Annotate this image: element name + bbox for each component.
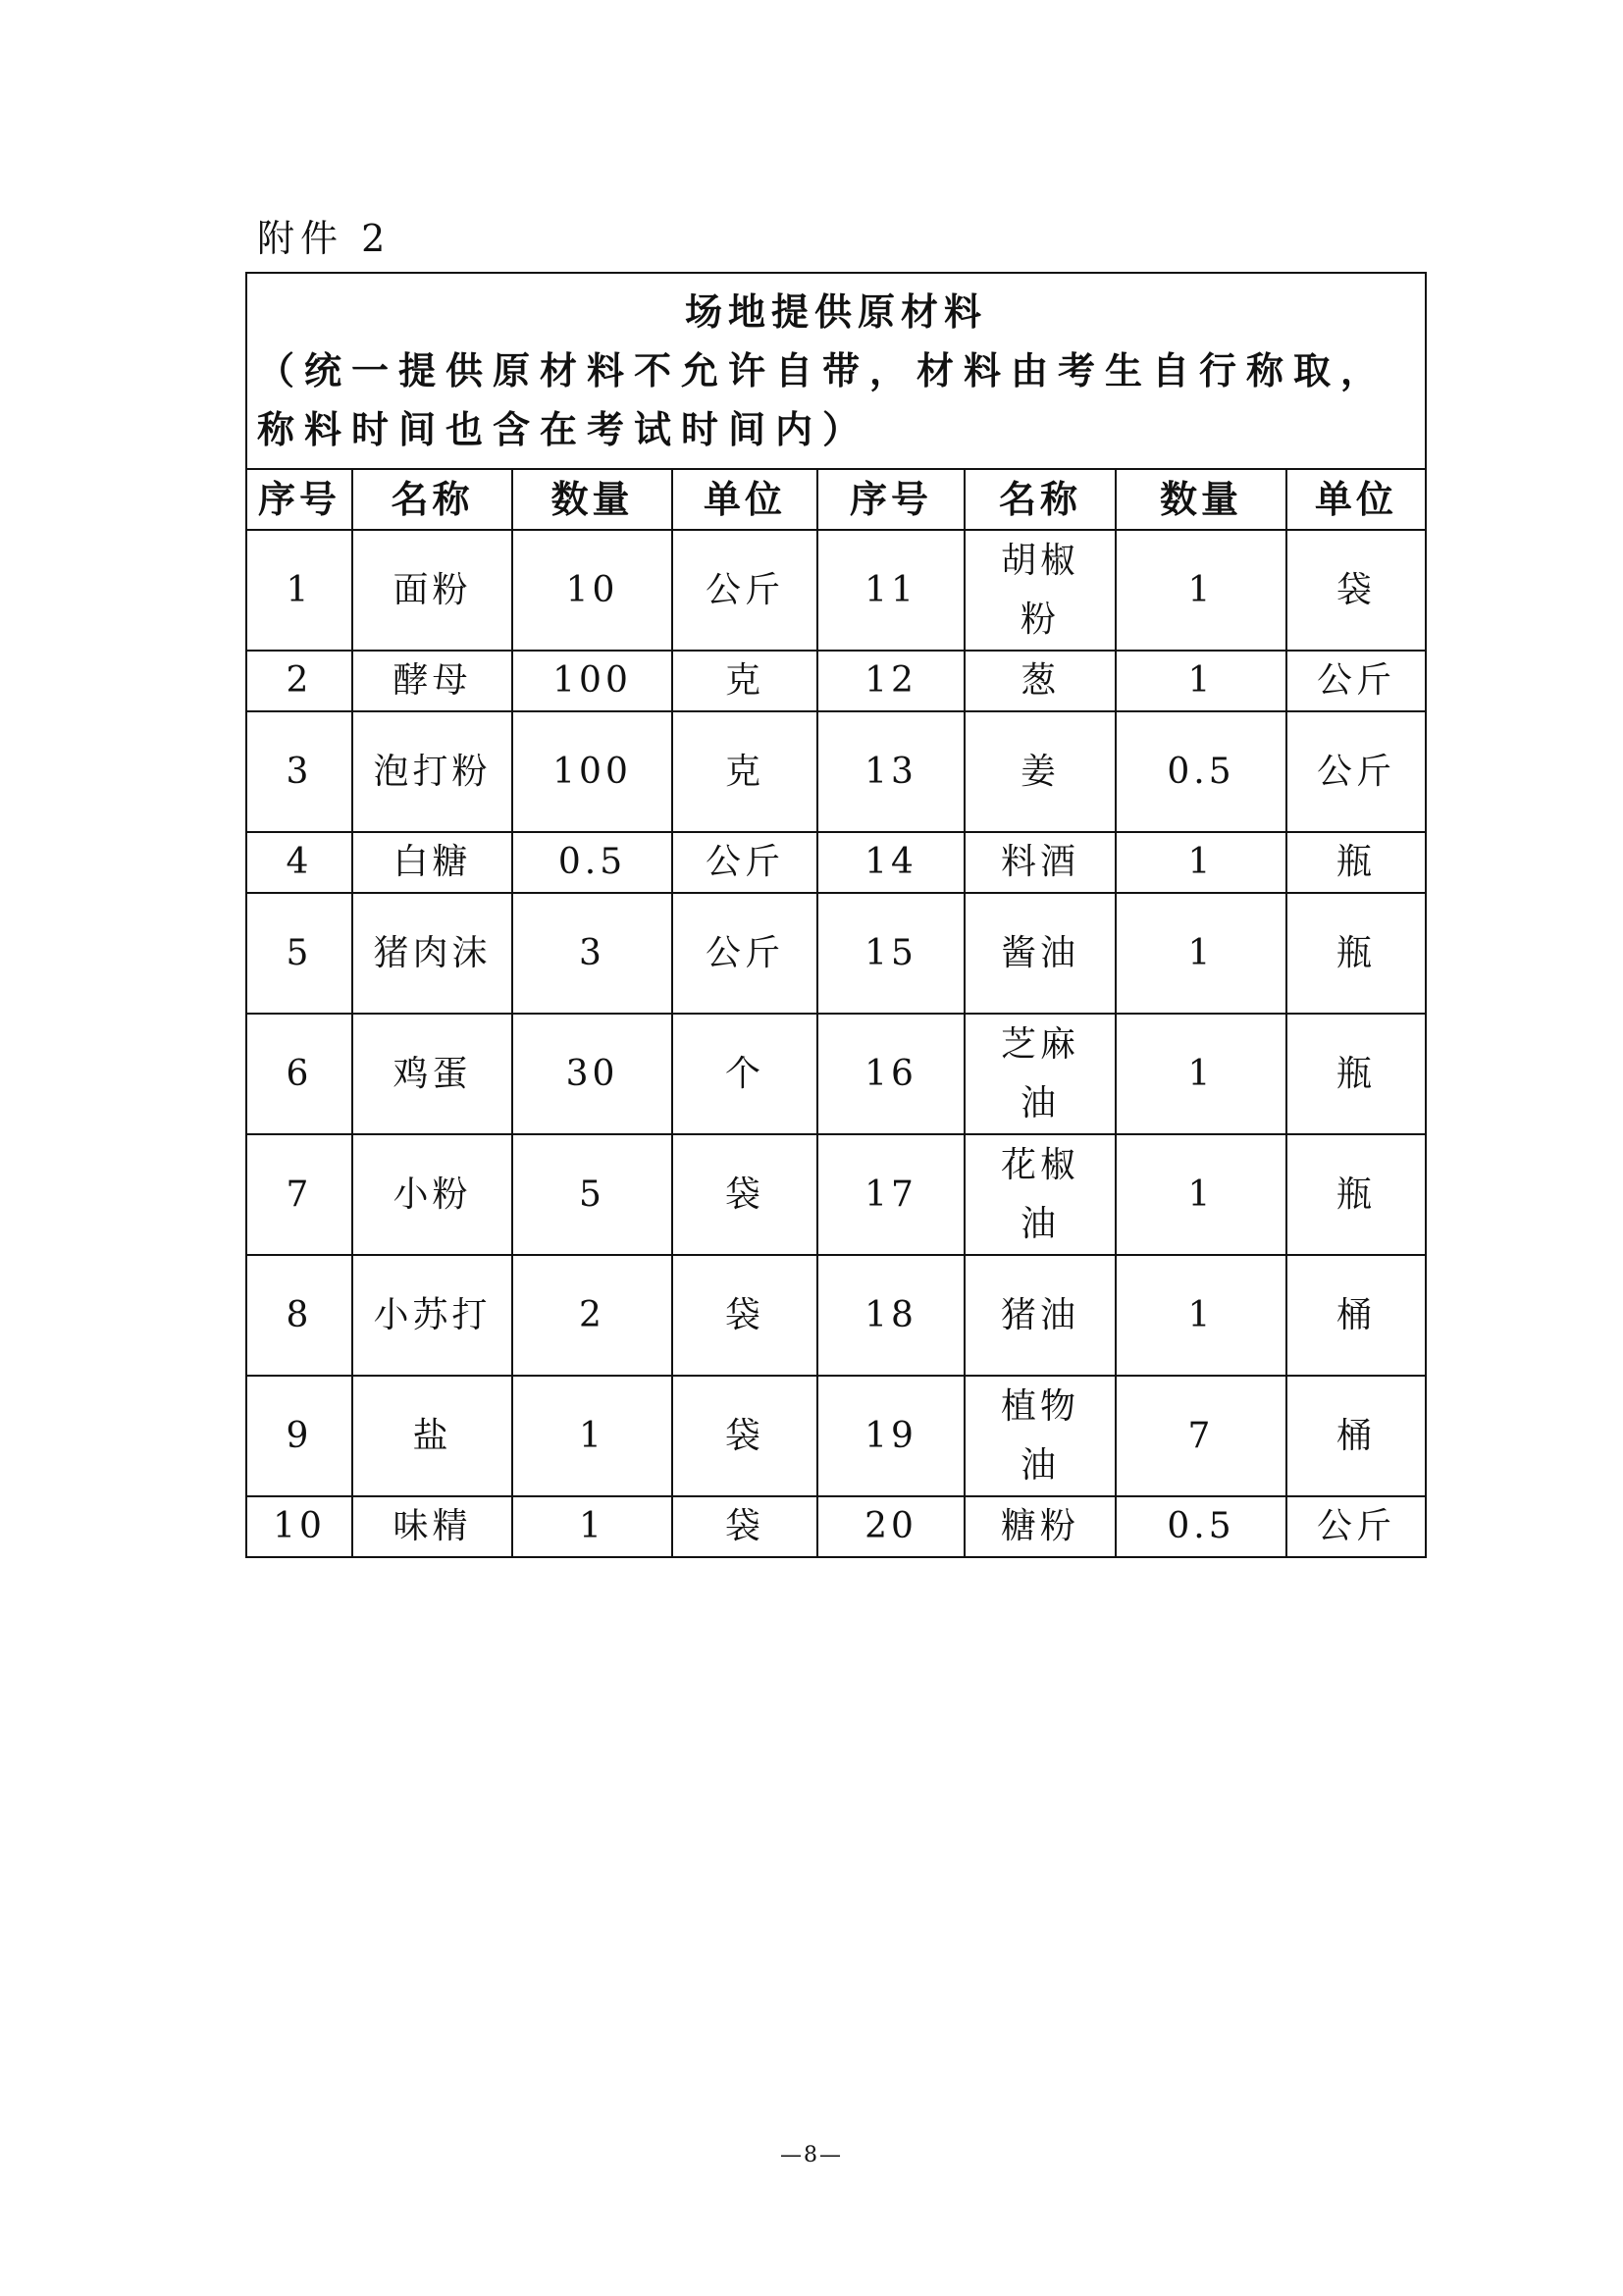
row-no: 14 [817, 832, 965, 893]
header-unit-left: 单位 [672, 469, 817, 530]
row-name: 料酒 [965, 832, 1116, 893]
table-note: （统一提供原材料不允许自带，材料由考生自行称取，称料时间也含在考试时间内） [257, 348, 1388, 451]
row-name: 芝麻油 [965, 1014, 1116, 1134]
header-qty-left: 数量 [512, 469, 672, 530]
row-name: 花椒油 [965, 1134, 1116, 1255]
row-qty: 1 [1116, 1014, 1286, 1134]
row-no: 6 [246, 1014, 352, 1134]
row-no: 13 [817, 711, 965, 832]
row-no: 8 [246, 1255, 352, 1376]
row-qty: 1 [512, 1496, 672, 1557]
row-name: 糖粉 [965, 1496, 1116, 1557]
row-no: 15 [817, 893, 965, 1014]
row-qty: 2 [512, 1255, 672, 1376]
row-name: 味精 [352, 1496, 512, 1557]
row-unit: 公斤 [1286, 651, 1426, 711]
row-no: 7 [246, 1134, 352, 1255]
row-no: 11 [817, 530, 965, 651]
attachment-label: 附件 2 [257, 217, 392, 260]
title-cell [246, 273, 1426, 469]
row-unit: 公斤 [1286, 1496, 1426, 1557]
row-name: 猪肉沫 [352, 893, 512, 1014]
table-row [246, 893, 1426, 1014]
table-title: 场地提供原材料 [685, 289, 988, 334]
row-name: 白糖 [352, 832, 512, 893]
title-row [246, 273, 1426, 469]
row-no: 17 [817, 1134, 965, 1255]
row-name: 猪油 [965, 1255, 1116, 1376]
row-qty: 100 [512, 651, 672, 711]
row-unit: 桶 [1286, 1376, 1426, 1496]
row-qty: 5 [512, 1134, 672, 1255]
row-name: 酱油 [965, 893, 1116, 1014]
row-no: 18 [817, 1255, 965, 1376]
header-unit-right: 单位 [1286, 469, 1426, 530]
row-name: 酵母 [352, 651, 512, 711]
row-name: 植物油 [965, 1376, 1116, 1496]
row-unit: 个 [672, 1014, 817, 1134]
row-qty: 1 [1116, 832, 1286, 893]
materials-table [245, 272, 1427, 1558]
table-row [246, 711, 1426, 832]
row-no: 19 [817, 1376, 965, 1496]
row-no: 1 [246, 530, 352, 651]
header-name-right: 名称 [965, 469, 1116, 530]
header-no-right: 序号 [817, 469, 965, 530]
row-name: 面粉 [352, 530, 512, 651]
row-unit: 公斤 [672, 893, 817, 1014]
header-name-left: 名称 [352, 469, 512, 530]
row-unit: 袋 [672, 1255, 817, 1376]
table-row [246, 530, 1426, 651]
row-qty: 1 [512, 1376, 672, 1496]
table-row [246, 1014, 1426, 1134]
row-unit: 袋 [672, 1134, 817, 1255]
row-name: 胡椒粉 [965, 530, 1116, 651]
row-no: 10 [246, 1496, 352, 1557]
row-no: 20 [817, 1496, 965, 1557]
row-no: 2 [246, 651, 352, 711]
row-qty: 1 [1116, 893, 1286, 1014]
row-qty: 1 [1116, 1134, 1286, 1255]
table-row [246, 651, 1426, 711]
row-no: 9 [246, 1376, 352, 1496]
row-no: 5 [246, 893, 352, 1014]
row-unit: 桶 [1286, 1255, 1426, 1376]
row-qty: 7 [1116, 1376, 1286, 1496]
page-number: —8— [780, 2143, 843, 2167]
row-unit: 瓶 [1286, 893, 1426, 1014]
row-qty: 100 [512, 711, 672, 832]
row-name: 泡打粉 [352, 711, 512, 832]
row-name: 葱 [965, 651, 1116, 711]
table-row [246, 1255, 1426, 1376]
row-name: 小粉 [352, 1134, 512, 1255]
row-unit: 袋 [672, 1496, 817, 1557]
row-unit: 公斤 [1286, 711, 1426, 832]
row-no: 12 [817, 651, 965, 711]
row-unit: 袋 [672, 1376, 817, 1496]
table-row [246, 1496, 1426, 1557]
row-unit: 瓶 [1286, 1014, 1426, 1134]
row-unit: 瓶 [1286, 1134, 1426, 1255]
row-unit: 公斤 [672, 832, 817, 893]
row-no: 3 [246, 711, 352, 832]
row-qty: 0.5 [512, 832, 672, 893]
row-unit: 瓶 [1286, 832, 1426, 893]
table-row [246, 832, 1426, 893]
row-name: 盐 [352, 1376, 512, 1496]
row-no: 16 [817, 1014, 965, 1134]
row-qty: 1 [1116, 651, 1286, 711]
row-qty: 1 [1116, 1255, 1286, 1376]
row-qty: 0.5 [1116, 1496, 1286, 1557]
row-qty: 1 [1116, 530, 1286, 651]
table-row [246, 1376, 1426, 1496]
row-name: 小苏打 [352, 1255, 512, 1376]
row-name: 鸡蛋 [352, 1014, 512, 1134]
row-unit: 袋 [1286, 530, 1426, 651]
row-qty: 3 [512, 893, 672, 1014]
table-row [246, 1134, 1426, 1255]
row-name: 姜 [965, 711, 1116, 832]
row-qty: 10 [512, 530, 672, 651]
header-no-left: 序号 [246, 469, 352, 530]
row-unit: 克 [672, 651, 817, 711]
row-qty: 30 [512, 1014, 672, 1134]
row-unit: 公斤 [672, 530, 817, 651]
header-row [246, 469, 1426, 530]
row-no: 4 [246, 832, 352, 893]
row-unit: 克 [672, 711, 817, 832]
row-qty: 0.5 [1116, 711, 1286, 832]
header-qty-right: 数量 [1116, 469, 1286, 530]
